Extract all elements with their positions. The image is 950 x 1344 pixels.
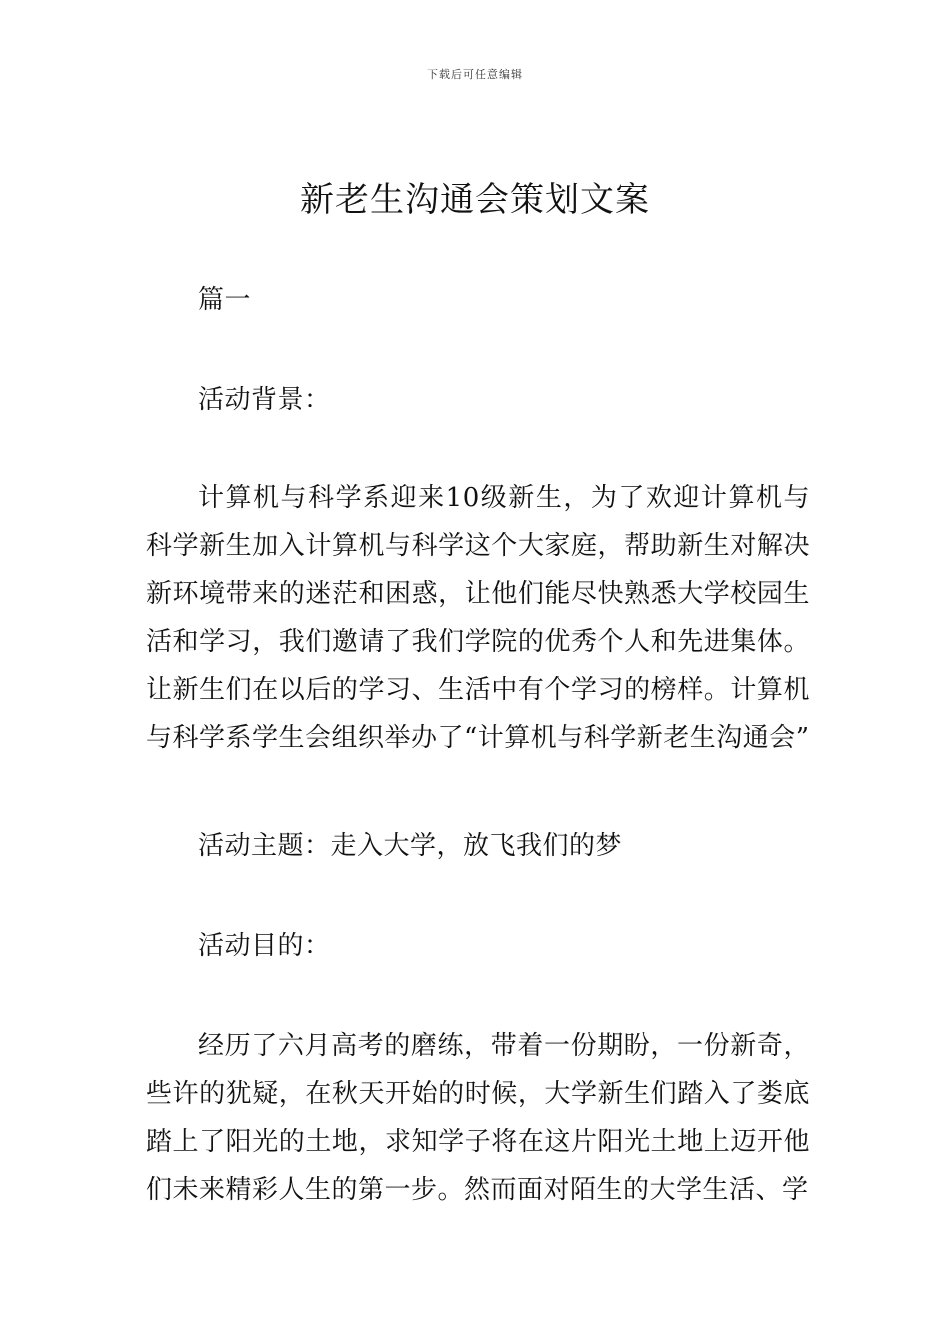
document-title: 新老生沟通会策划文案 [300,180,650,220]
theme-paragraph: 活动主题：走入大学，放飞我们的梦 [198,831,623,861]
header-note: 下载后可任意编辑 [427,68,523,81]
section-label: 篇一 [198,285,252,315]
purpose-heading: 活动目的： [198,931,331,961]
background-heading: 活动背景： [198,385,331,415]
background-paragraph: 计算机与科学系迎来10级新生，为了欢迎计算机与科学新生加入计算机与科学这个大家庭，帮助新生对解决新环境带来的迷茫和困惑，让他们能尽快熟悉大学校园生活和学习，我们邀请了我们学院的优秀个人和先进集体。让新生们在以后的学习、生活中有个学习的榜样。计算机与科学系学生会组织举办了“计算机与科学新老生沟通会” [146,483,810,753]
purpose-paragraph: 经历了六月高考的磨练，带着一份期盼，一份新奇，些许的犹疑，在秋天开始的时候，大学新生们踏入了娄底踏上了阳光的土地，求知学子将在这片阳光土地上迈开他们未来精彩人生的第一步。然而面对陌生的大学生活、学 [146,1031,810,1205]
